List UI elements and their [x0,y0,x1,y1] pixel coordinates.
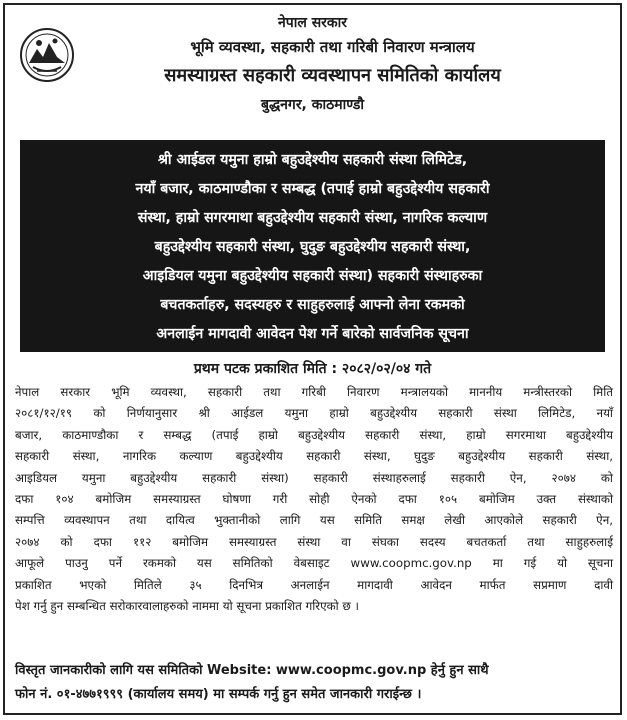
body-line: सहकारी संस्था, नागरिक कल्याण बहुउद्देश्यीय सहकारी संस्था, घुदुङ बहुउद्देश्यीय सहकारी संस्था, [15,449,613,464]
banner-line: श्री आईडल यमुना हाम्रो बहुउद्देश्यीय सहकारी संस्था लिमिटेड, [157,152,468,168]
banner-line: नयाँ बजार, काठमाण्डौका र सम्बद्ध (तपाई हाम्रो बहुउद्देश्यीय सहकारी [135,181,490,197]
body-line: नेपाल सरकार भूमि व्यवस्था, सहकारी तथा गरिबी निवारण मन्त्रालयको माननीय मन्त्रीस्तरको मिति [15,385,613,399]
ministry-name: भूमि व्यवस्था, सहकारी तथा गरिबी निवारण मन्त्रालय [190,38,475,56]
body-line: आफूले पाउनु पर्ने रकमको यस समितिको वेबसाइट www.coopmc.gov.np मा गई यो सूचना [15,556,613,571]
notice-header [5,5,620,133]
government-name: नेपाल सरकार [277,15,347,31]
body-line: पेश गर्नु हुन सम्बन्धित सरोकारवालाहरुको नाममा यो सूचना प्रकाशित गरिएको छ । [15,599,359,614]
banner-line: बचतकर्ताहरु, सदस्यहरु र साहुहरुलाई आफ्नो लेना रकमको [160,297,465,313]
body-line: आइडियल यमुना बहुउद्देश्यीय सहकारी संस्था) सहकारी संस्थाहरुलाई सहकारी ऐन, २०७४ को [15,470,613,485]
banner-line: आइडियल यमुना बहुउद्देश्यीय सहकारी संस्था) सहकारी संस्थाहरुका [142,268,483,284]
footer-line: विस्तृत जानकारीको लागि यस समितिको Website: www.coopmc.gov.np हेर्नु हुन साथै [15,663,489,678]
published-date: प्रथम पटक प्रकाशित मिति : २०८२/०२/०४ गते [193,361,432,377]
notice-body [15,382,613,617]
notice-title-banner [20,140,605,352]
body-line: दफा १०४ बमोजिम समस्याग्रस्त घोषणा गरी सोही ऐनको दफा १०५ बमोजिम उक्त संस्थाको [15,492,613,507]
notice-frame [3,3,622,715]
office-name: समस्याग्रस्त सहकारी व्यवस्थापन समितिको कार्यालय [164,65,501,86]
footer-line: फोन नं. ०१-४७७१९९९ (कार्यालय समय) मा सम्पर्क गर्नु हुन समेत जानकारी गराईन्छ । [15,687,422,702]
body-line: बजार, काठमाण्डौका र सम्बद्ध (तपाई हाम्रो बहुउद्देश्यीय सहकारी संस्था, हाम्रो सगरमाथा बहुउद्देश्यीय [15,427,613,442]
body-line: सम्पत्ति व्यवस्थापन तथा दायित्व भुक्तानीको लागि यस समिति समक्ष लेखी आएकोले सहकारी ऐन, [15,513,613,528]
banner-line: संस्था, हाम्रो सगरमाथा बहुउद्देश्यीय सहकारी संस्था, नागरिक कल्याण [137,210,488,226]
banner-line: अनलाईन मागदावी आवेदन पेश गर्ने बारेको सार्वजनिक सूचना [156,326,469,342]
office-location: बुद्धनगर, काठमाण्डौ [260,97,365,113]
notice-footer [15,659,613,707]
body-line: २०८१/१२/१९ को निर्णयानुसार श्री आईडल यमुना हाम्रो बहुउद्देश्यीय सहकारी संस्था लिमिटेड, नयाँ [15,406,613,421]
body-line: २०७४ को दफा ११२ बमोजिम समस्याग्रस्त संस्था वा संघका सदस्य बचतकर्ता तथा साहुहरुलाई [15,534,613,549]
banner-line: बहुउद्देश्यीय सहकारी संस्था, घुदुङ बहुउद्देश्यीय सहकारी संस्था, [154,239,471,255]
body-line: प्रकाशित भएको मितिले ३५ दिनभित्र अनलाईन मागदावी आवेदन मार्फत सप्रमाण दावी [15,577,613,592]
